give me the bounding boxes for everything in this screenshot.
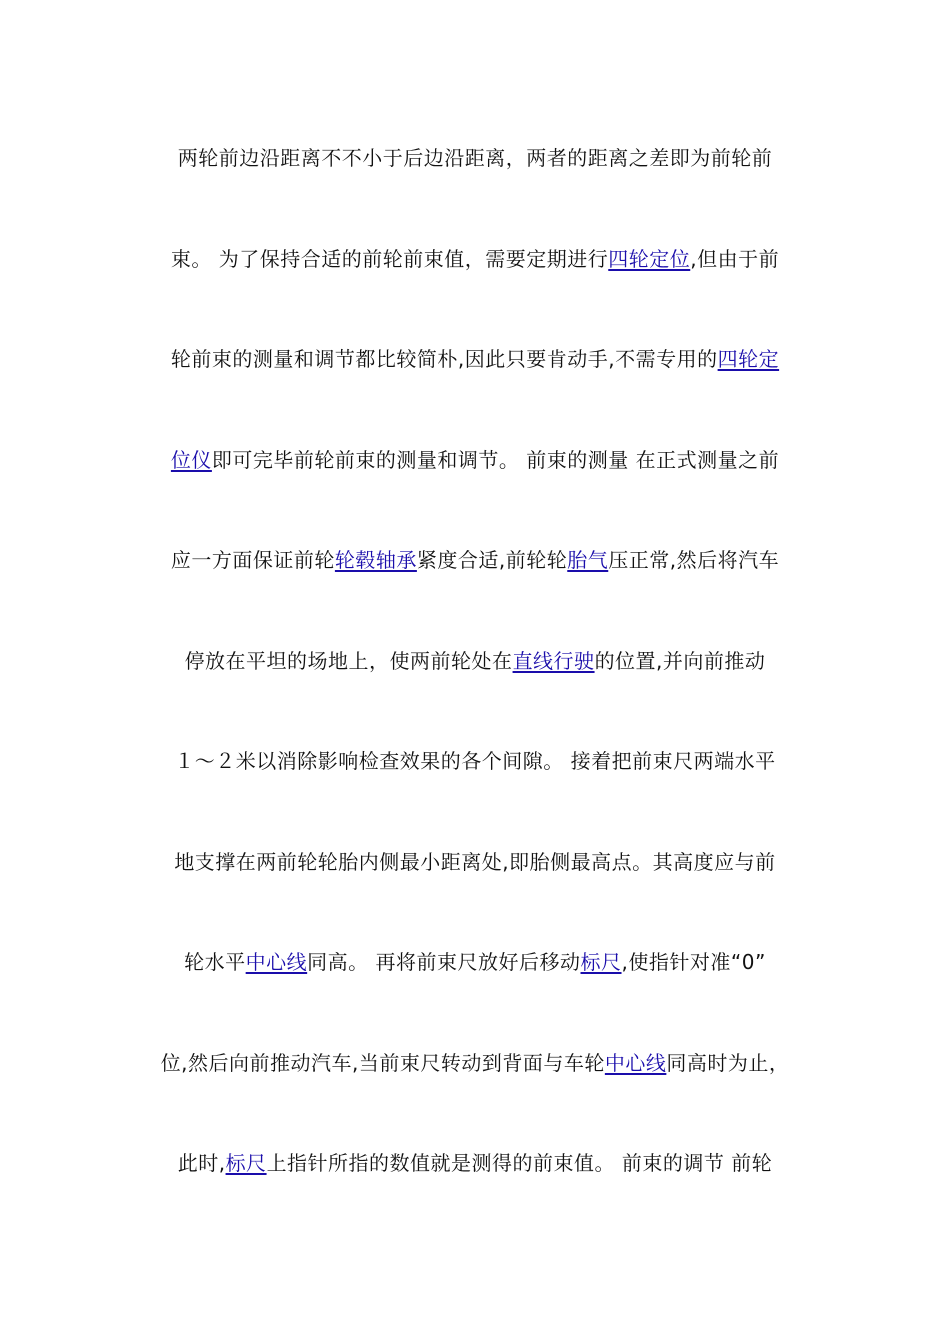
text-segment: 即可完毕前轮前束的测量和调节。 前束的测量 在正式测量之前 bbox=[211, 447, 780, 472]
text-segment: 束。 为了保持合适的前轮前束值，需要定期进行 bbox=[170, 246, 609, 271]
text-line bbox=[0, 246, 950, 272]
text-segment: ,使指针对准“0” bbox=[621, 950, 766, 974]
text-segment: 轮前束的测量和调节都比较简朴,因此只要肯动手,不需专用的 bbox=[170, 347, 718, 371]
text-segment: 位,然后向前推动汽车,当前束尺转动到背面与车轮 bbox=[160, 1050, 605, 1075]
text-segment: ,但由于前 bbox=[690, 246, 780, 271]
hyperlink[interactable]: 胎气 bbox=[567, 548, 609, 572]
text-segment: 同高时为止， bbox=[666, 1050, 790, 1075]
text-line bbox=[0, 748, 950, 774]
hyperlink[interactable]: 直线行驶 bbox=[512, 648, 595, 673]
text-segment: １～２米以消除影响检查效果的各个间隙。 接着把前束尺两端水平 bbox=[174, 749, 776, 773]
text-segment: 轮水平 bbox=[184, 950, 246, 974]
text-segment: 紧度合适,前轮轮 bbox=[416, 548, 568, 572]
hyperlink[interactable]: 标尺 bbox=[580, 950, 622, 974]
text-line bbox=[0, 1150, 950, 1176]
hyperlink[interactable]: 轮毂轴承 bbox=[334, 548, 417, 572]
text-line bbox=[0, 346, 950, 372]
text-segment: 地支撑在两前轮轮胎内侧最小距离处,即胎侧最高点。其高度应与前 bbox=[174, 849, 776, 874]
text-segment: 上指针所指的数值就是测得的前束值。 前束的调节 前轮 bbox=[266, 1151, 773, 1175]
text-segment: 应一方面保证前轮 bbox=[170, 548, 335, 572]
text-segment: 两轮前边沿距离不不小于后边沿距离，两者的距离之差即为前轮前 bbox=[177, 146, 773, 170]
hyperlink[interactable]: 四轮定位 bbox=[608, 246, 691, 271]
hyperlink[interactable]: 中心线 bbox=[245, 950, 308, 974]
text-line bbox=[0, 849, 950, 875]
text-line bbox=[0, 949, 950, 975]
text-segment: 压正常,然后将汽车 bbox=[608, 548, 780, 572]
hyperlink[interactable]: 位仪 bbox=[170, 447, 212, 472]
text-segment: 同高。 再将前束尺放好后移动 bbox=[307, 950, 581, 974]
text-line bbox=[0, 145, 950, 171]
text-line bbox=[0, 1050, 950, 1076]
text-segment: 的位置,并向前推动 bbox=[594, 648, 766, 673]
text-segment: 此时, bbox=[177, 1151, 226, 1175]
text-line bbox=[0, 648, 950, 674]
text-segment: 停放在平坦的场地上，使两前轮处在 bbox=[184, 648, 513, 673]
text-line bbox=[0, 447, 950, 473]
text-line bbox=[0, 547, 950, 573]
hyperlink[interactable]: 标尺 bbox=[225, 1151, 267, 1175]
hyperlink[interactable]: 中心线 bbox=[604, 1050, 667, 1075]
hyperlink[interactable]: 四轮定 bbox=[717, 347, 780, 371]
